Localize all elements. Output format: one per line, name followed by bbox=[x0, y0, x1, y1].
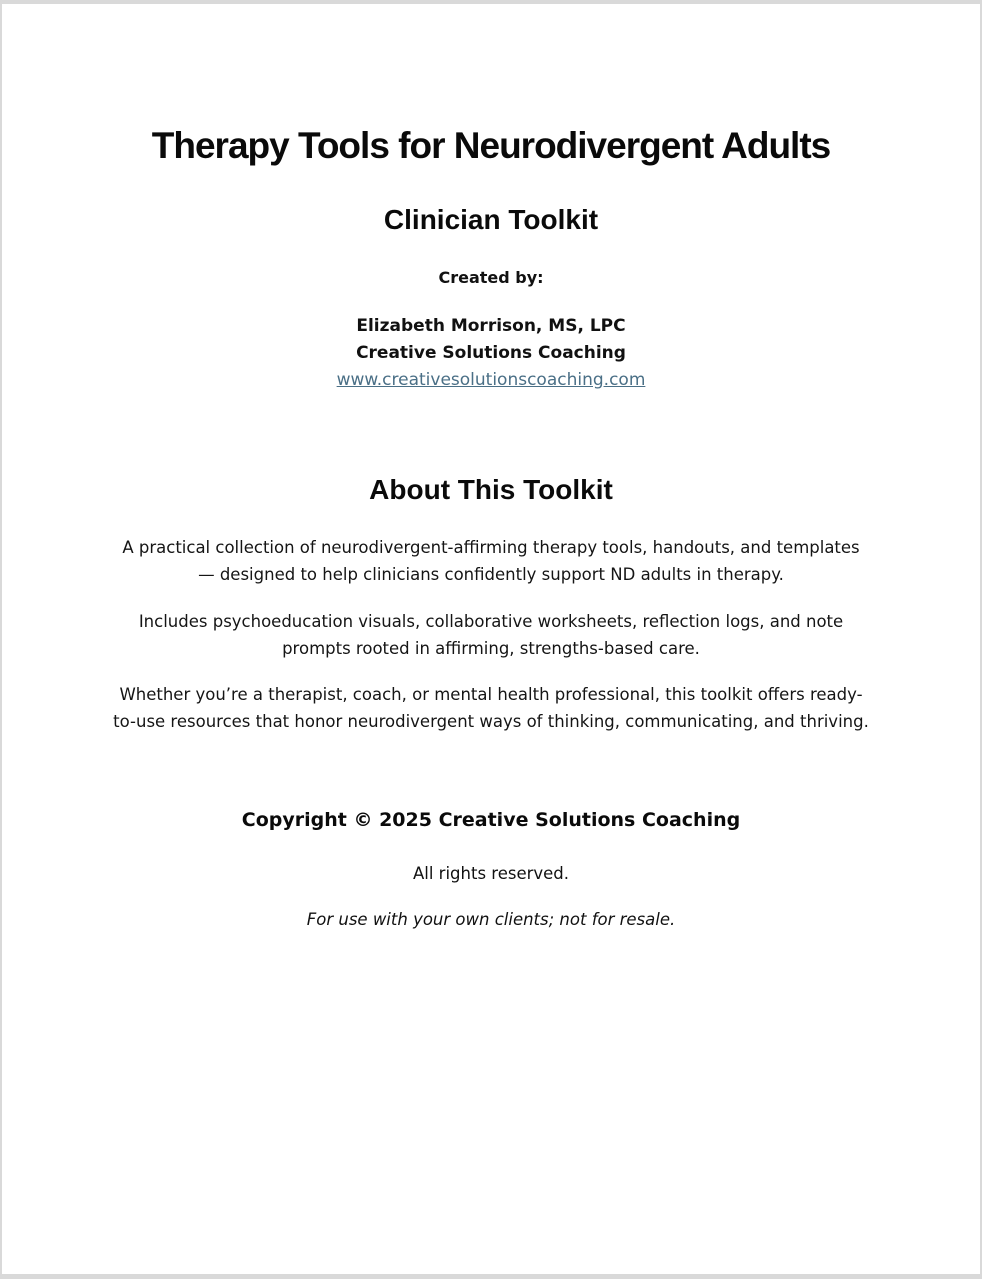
about-paragraph: Whether you’re a therapist, coach, or mental health professional, this toolkit offers ready-to-use resources that honor neurodivergent ways of thinking, communicating, and thriving. bbox=[113, 685, 869, 731]
copyright-notice: Copyright © 2025 Creative Solutions Coaching bbox=[241, 809, 741, 831]
about-paragraph: A practical collection of neurodivergent-affirming therapy tools, handouts, and templates — designed to help clinicians confidently support ND adults in therapy. bbox=[122, 538, 860, 584]
website-link[interactable]: www.creativesolutionscoaching.com bbox=[336, 370, 646, 390]
document-page bbox=[2, 4, 980, 1274]
company-name: Creative Solutions Coaching bbox=[356, 343, 626, 363]
about-heading: About This Toolkit bbox=[369, 474, 613, 505]
about-paragraph: Includes psychoeducation visuals, collaborative worksheets, reflection logs, and note prompts rooted in affirming, strengths-based care. bbox=[138, 612, 844, 658]
usage-note: For use with your own clients; not for resale. bbox=[306, 910, 676, 929]
document-title: Therapy Tools for Neurodivergent Adults bbox=[151, 125, 831, 166]
created-by-label: Created by: bbox=[438, 268, 544, 287]
author-name: Elizabeth Morrison, MS, LPC bbox=[356, 316, 626, 336]
document-subtitle: Clinician Toolkit bbox=[383, 204, 599, 235]
rights-reserved: All rights reserved. bbox=[412, 864, 570, 883]
